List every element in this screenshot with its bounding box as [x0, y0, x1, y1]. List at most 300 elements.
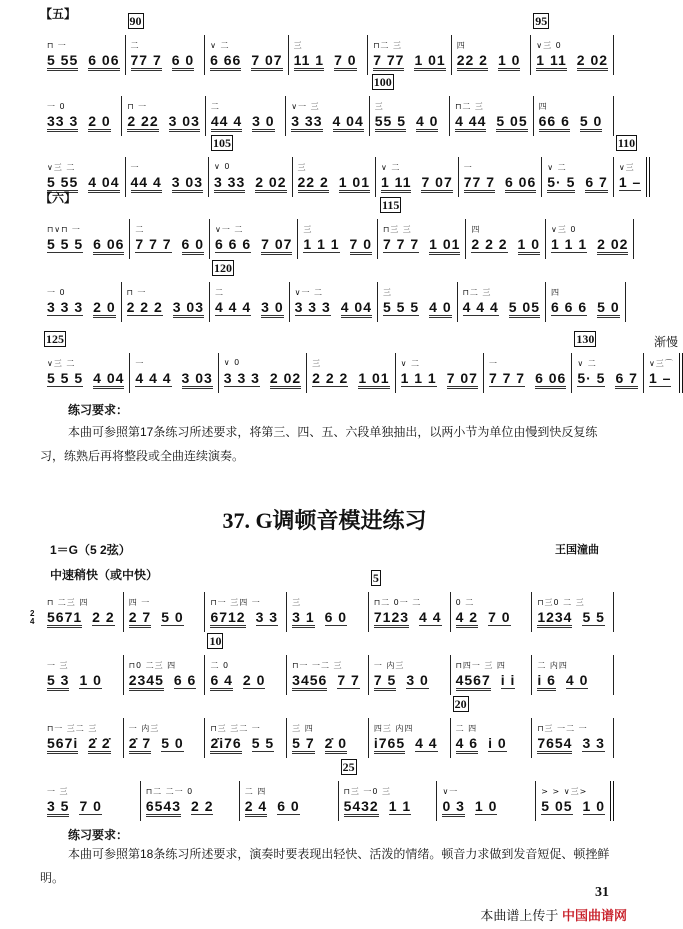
measure — [122, 282, 210, 322]
fingering-marks: 四 — [551, 288, 560, 297]
note-group: 4 2 — [456, 610, 478, 628]
note-group: 7 0 — [488, 609, 511, 625]
measure — [130, 219, 210, 259]
fingering-marks: 四 — [471, 225, 481, 234]
notes — [210, 53, 283, 75]
measure — [42, 219, 130, 259]
fingering-marks: 一 0 — [47, 102, 66, 111]
notes — [47, 53, 120, 75]
notes — [401, 371, 478, 393]
measure — [287, 592, 369, 632]
note-group: 2 2 2 — [471, 236, 508, 252]
measure — [42, 282, 122, 322]
note-group: 6 7 — [585, 175, 607, 193]
measure — [532, 718, 614, 758]
score-row — [42, 261, 620, 322]
note-group: 4 0 — [429, 300, 451, 318]
tempo-marking: 中速稍快（或中快） — [50, 568, 159, 582]
note-group: 1 0 — [474, 798, 498, 814]
measure — [205, 718, 287, 758]
notes — [312, 371, 389, 393]
rehearsal-marker: 130 — [576, 332, 595, 346]
score-row — [42, 332, 678, 393]
fingering-marks: ⊓二 0一 二 — [373, 598, 422, 607]
measure — [126, 157, 210, 197]
measure — [451, 592, 533, 632]
note-group: 5 5 5 — [47, 236, 84, 252]
note-group: 77 7 — [464, 175, 495, 193]
note-group: 44 4 — [211, 114, 242, 132]
fingering-marks: ⊓二 三 — [373, 41, 402, 50]
measure — [370, 75, 450, 136]
measure — [289, 35, 369, 75]
notes — [47, 237, 124, 259]
measure — [368, 35, 452, 75]
measure — [369, 718, 451, 758]
note-group: 5 5 5 — [383, 299, 420, 315]
score-row — [42, 760, 614, 821]
rehearsal-marker: 25 — [342, 760, 355, 774]
measure — [378, 198, 466, 259]
fingering-marks: ⊓一 三四 一 — [210, 598, 261, 607]
note-group: 0 3 — [442, 799, 464, 817]
note-group: 4 6 — [456, 736, 478, 754]
measure — [293, 157, 377, 197]
note-group: 2 2 — [92, 609, 115, 625]
notes — [135, 237, 204, 259]
fingering-marks: ∨三 0 — [536, 41, 562, 50]
score-row — [42, 136, 642, 197]
note-group: 22 2 — [298, 175, 329, 193]
notes — [471, 237, 540, 259]
notes — [47, 114, 116, 136]
fingering-marks: 三 — [292, 598, 302, 607]
note-group: 4 4 4 — [462, 299, 499, 315]
fingering-marks: ⊓ 一 — [47, 41, 67, 50]
fingering-marks: ⊓ 一 — [127, 102, 148, 111]
note-group: 5· 5 — [577, 370, 606, 386]
note-group: 4 04 — [341, 300, 372, 318]
note-group: 3 3 3 — [47, 299, 84, 315]
measure — [141, 781, 240, 821]
fingering-marks: ⊓ 一 — [126, 288, 147, 297]
measure — [437, 781, 536, 821]
fingering-marks: 四 — [456, 41, 466, 50]
fingering-marks: ⊓二 三 — [462, 288, 492, 297]
note-group: 4 04 — [333, 114, 364, 132]
fingering-marks: ⊓三 一0 三 — [343, 787, 391, 796]
note-group: 55 5 — [375, 114, 406, 132]
note-group: 6 06 — [88, 53, 119, 71]
fingering-marks: 一 三 — [47, 661, 69, 670]
note-group: 3 0 — [406, 672, 429, 688]
notes — [129, 736, 200, 758]
notes — [292, 673, 363, 695]
notes — [344, 799, 432, 821]
practice-label-1: 练习要求： — [68, 403, 129, 417]
notes — [47, 371, 124, 393]
note-group: 44 4 — [131, 175, 162, 193]
measure — [205, 592, 287, 632]
measure — [546, 282, 626, 322]
notes — [47, 736, 118, 758]
measure — [209, 136, 293, 197]
time-signature-bottom: 4 — [30, 617, 35, 626]
fingering-marks: 二 四 — [244, 787, 267, 796]
note-group: 3 03 — [182, 371, 213, 389]
fingering-marks: ∨ 0 — [214, 162, 231, 171]
note-group: 7 07 — [421, 175, 452, 193]
note-group: 7 0 — [79, 798, 102, 814]
notes — [489, 371, 566, 393]
note-group: 2 7 — [129, 610, 151, 628]
note-group: 1 01 — [429, 237, 460, 255]
notes — [131, 53, 200, 75]
note-group: 2 02 — [255, 175, 286, 193]
fingering-marks: ⊓一 一二 三 — [292, 661, 343, 670]
fingering-marks: ∨ 二 — [210, 41, 230, 50]
fingering-marks: 一 内三 — [128, 724, 160, 733]
measure — [450, 96, 534, 136]
note-group: 2̇ 0 — [325, 736, 347, 754]
fingering-marks: ⊓二 三 — [455, 102, 484, 111]
note-group: 1 11 — [536, 53, 566, 71]
footer-text: 本曲谱上传于 — [480, 908, 559, 923]
measure — [376, 157, 459, 197]
measure — [290, 282, 378, 322]
measure — [458, 282, 546, 322]
notes — [383, 237, 460, 259]
score-row — [42, 634, 614, 695]
fingering-marks: ∨ 0 — [223, 358, 241, 367]
note-group: 4 04 — [88, 175, 119, 193]
rehearsal-marker: 120 — [214, 261, 232, 275]
notes — [619, 175, 641, 197]
fingering-marks: ∨三 — [618, 163, 635, 172]
fingering-marks: 二 — [210, 102, 220, 111]
fingering-marks: 一 0 — [47, 288, 66, 297]
measure — [378, 282, 458, 322]
note-group: 1 0 — [498, 53, 520, 71]
note-group: 4 4 — [415, 735, 438, 751]
notes — [47, 610, 118, 632]
key-signature: 1＝G（5 2弦） — [50, 543, 131, 557]
fingering-marks: 四三 内四 — [373, 724, 414, 733]
notes — [211, 114, 280, 136]
note-group: 2 2 2 — [126, 299, 163, 315]
measure — [205, 634, 287, 695]
note-group: 2 02 — [597, 237, 628, 255]
note-group: 3 3 — [582, 735, 605, 751]
note-group: 5 05 — [541, 798, 573, 814]
note-group: 4 04 — [93, 371, 124, 389]
notes — [551, 300, 620, 322]
notes — [577, 371, 638, 393]
note-group: 2 22 — [127, 114, 158, 132]
note-group: 7 07 — [447, 371, 478, 389]
fingering-marks: 四 — [538, 102, 548, 111]
note-group: 3 03 — [173, 300, 204, 318]
note-group: 1 – — [648, 370, 672, 386]
notes — [457, 53, 526, 75]
note-group: 4 4 4 — [135, 370, 172, 386]
notes — [463, 300, 540, 322]
note-group: 567i — [47, 736, 78, 754]
fingering-marks: 二 — [130, 41, 140, 50]
fingering-marks: 三 四 — [292, 724, 314, 733]
fingering-marks: 一 三 — [47, 787, 69, 796]
note-group: 4 44 — [455, 114, 486, 132]
note-group: 77 7 — [131, 53, 162, 71]
note-group: 4 4 4 — [215, 299, 252, 315]
notes — [292, 610, 363, 632]
notes — [455, 114, 528, 136]
notes — [295, 300, 372, 322]
rehearsal-marker: 125 — [46, 332, 64, 346]
notes — [375, 114, 444, 136]
note-group: 3 33 — [291, 114, 322, 132]
notes — [224, 371, 301, 393]
note-group: 4567 — [456, 673, 491, 691]
note-group: 6 06 — [93, 237, 124, 255]
notes — [215, 237, 292, 259]
fingering-marks: 三 — [293, 41, 303, 50]
note-group: 7 77 — [373, 53, 404, 71]
measure — [484, 353, 572, 393]
note-group: 1 1 1 — [551, 236, 588, 252]
measure — [542, 157, 614, 197]
measure — [534, 96, 614, 136]
measure — [122, 96, 206, 136]
note-group: 7 7 7 — [383, 236, 420, 252]
note-group: 7 7 — [337, 672, 360, 688]
note-group: 6 4 — [210, 673, 232, 691]
note-group: 6 06 — [535, 371, 566, 389]
note-group: 5 5 — [251, 735, 275, 751]
note-group: i i — [500, 672, 516, 688]
measure — [124, 592, 206, 632]
measure — [287, 655, 369, 695]
note-group: 7123 — [374, 610, 409, 628]
rehearsal-marker: 5 — [372, 571, 379, 585]
measure — [396, 353, 484, 393]
fingering-marks: ⊓三 三 — [383, 225, 412, 234]
composer: 王国潼曲 — [555, 544, 599, 556]
time-signature-top: 2 — [30, 609, 35, 618]
fingering-marks: 一 — [463, 163, 473, 172]
note-group: 22 2 — [457, 53, 488, 71]
score-row — [42, 75, 614, 136]
note-group: 2 4 — [245, 799, 267, 817]
notes — [129, 610, 200, 632]
note-group: 5 5 5 — [47, 370, 84, 386]
note-group: 1 1 1 — [400, 370, 437, 386]
notes — [146, 799, 234, 821]
fingering-marks: 二 内四 — [537, 661, 568, 670]
notes — [298, 175, 371, 197]
fingering-marks: 一 — [488, 359, 498, 368]
practice-text-1: 本曲可参照第17条练习所述要求，将第三、四、五、六段单独抽出，以两小节为单位由慢到快反复练习，练熟后再将整段或全曲连续演奏。 — [40, 425, 598, 463]
note-group: 5 55 — [47, 53, 78, 71]
note-group: 3 3 3 — [223, 370, 260, 386]
measure — [532, 592, 614, 632]
fingering-marks: ⊓ 二三 四 — [47, 598, 89, 607]
note-group: 5 05 — [496, 114, 527, 132]
piece-title: 37. G调顿音模进练习 — [222, 508, 427, 533]
note-group: 5 0 — [161, 735, 184, 751]
measure — [466, 219, 546, 259]
note-group: 6 0 — [277, 798, 300, 814]
notes — [214, 175, 287, 197]
fingering-marks: ∨一 三 — [291, 102, 320, 111]
note-group: 3 33 — [214, 175, 245, 193]
note-group: 3 03 — [169, 114, 200, 132]
fingering-marks: 一 — [135, 359, 145, 368]
note-group: 7 07 — [261, 237, 292, 255]
fingering-marks: ∨一 — [442, 787, 459, 796]
measure — [287, 718, 369, 758]
fingering-marks: ⊓四一 三 四 — [455, 661, 506, 670]
note-group: 1 01 — [358, 371, 389, 389]
measure — [42, 592, 124, 632]
note-group: i 6 — [537, 673, 556, 691]
note-group: 5 3 — [47, 673, 69, 691]
notes — [374, 736, 445, 758]
notes — [374, 610, 445, 632]
note-group: 3 3 — [255, 609, 279, 625]
note-group: 1 0 — [79, 672, 102, 688]
note-group: 3 0 — [252, 114, 274, 132]
rehearsal-marker: 10 — [209, 634, 222, 648]
note-group: 6543 — [146, 799, 181, 817]
note-group: 7654 — [537, 736, 572, 754]
rehearsal-marker: 95 — [535, 14, 548, 28]
measure — [219, 353, 307, 393]
notes — [456, 610, 527, 632]
note-group: 66 6 — [539, 114, 570, 132]
fingering-marks: ⊓三0 二 三 — [537, 598, 585, 607]
practice-label-2: 练习要求： — [68, 828, 129, 842]
score-row — [40, 7, 614, 75]
note-group: 6 7 — [615, 371, 637, 389]
fingering-marks: ∨ 二 — [381, 163, 401, 172]
notes — [129, 673, 200, 695]
fingering-marks: ⊓∨⊓ 一 — [47, 225, 81, 234]
measure — [210, 261, 290, 322]
note-group: 4 0 — [565, 672, 589, 688]
site-logo: 中国曲谱网 — [561, 908, 627, 923]
footer — [480, 905, 627, 924]
note-group: 6 06 — [505, 175, 536, 193]
note-group: 6 6 6 — [551, 299, 588, 315]
measure — [531, 14, 614, 75]
notes — [210, 610, 281, 632]
notes — [245, 799, 333, 821]
score-row — [40, 191, 629, 259]
notes — [294, 53, 363, 75]
note-group: 3 0 — [261, 300, 283, 318]
note-group: 5 7 — [292, 736, 314, 754]
note-group: 2 02 — [577, 53, 608, 71]
note-group: 5· 5 — [547, 175, 575, 193]
notes — [131, 175, 204, 197]
rehearsal-marker: 115 — [382, 198, 400, 212]
note-group: 1 11 — [381, 175, 411, 193]
note-group: 5 0 — [580, 114, 602, 132]
note-group: 4 0 — [416, 114, 438, 132]
notes — [649, 371, 674, 393]
notes — [383, 300, 452, 322]
note-group: 6 0 — [324, 609, 348, 625]
notes — [536, 53, 608, 75]
fingering-marks: ⊓三 一二 一 — [537, 724, 588, 733]
tempo-change: 渐慢 — [653, 335, 678, 349]
page-number: 31 — [595, 885, 609, 900]
notes — [127, 300, 204, 322]
note-group: 1 1 1 — [303, 236, 340, 252]
fingering-marks: 二 — [215, 288, 224, 297]
notes — [373, 53, 446, 75]
rehearsal-marker: 100 — [373, 75, 392, 89]
note-group: 2 2 2 — [312, 370, 349, 386]
note-group: 2 0 — [88, 114, 110, 132]
note-group: 2 02 — [270, 371, 301, 389]
note-group: 6 66 — [210, 53, 241, 71]
measure — [124, 718, 206, 758]
notes — [215, 300, 284, 322]
notes — [210, 736, 281, 758]
measure — [452, 35, 532, 75]
note-group: 2̇i76 — [210, 736, 241, 754]
note-group: i765 — [374, 736, 405, 754]
notes — [47, 673, 118, 695]
measure — [369, 571, 451, 632]
note-group: 1 – — [618, 174, 642, 190]
notes — [303, 237, 372, 259]
fingering-marks: ∨三 二 — [47, 359, 76, 368]
measure — [298, 219, 378, 259]
fingering-marks: 三 — [383, 288, 392, 297]
notes — [456, 736, 527, 758]
measure — [42, 718, 124, 758]
notes — [551, 237, 628, 259]
notes — [291, 114, 364, 136]
fingering-marks: ∨三 二 — [47, 163, 76, 172]
fingering-marks: ∨三 0 — [551, 225, 577, 234]
note-group: 3 3 3 — [294, 299, 331, 315]
note-group: 6712 — [210, 610, 245, 628]
note-group: 7 0 — [334, 53, 356, 71]
measure — [42, 655, 124, 695]
measure — [130, 353, 218, 393]
fingering-marks: 三 — [312, 359, 322, 368]
notes — [537, 736, 608, 758]
note-group: 5432 — [344, 799, 379, 817]
notes — [537, 673, 608, 695]
measure — [532, 655, 614, 695]
fingering-marks: ⊓三 三二 一 — [210, 724, 261, 733]
note-group: 3 1 — [292, 610, 314, 628]
measure — [210, 219, 298, 259]
measure — [42, 96, 122, 136]
note-group: 7 0 — [350, 237, 372, 255]
practice-text-2: 本曲可参照第18条练习所述要求，演奏时要表现出轻快、活泼的情绪。顿音力求做到发音短促、顿挫鲜明。 — [40, 847, 610, 885]
fingering-marks: 三 — [374, 102, 384, 111]
measure — [536, 781, 614, 821]
fingering-marks: 二 四 — [455, 724, 478, 733]
measure — [572, 332, 644, 393]
measure — [546, 219, 634, 259]
